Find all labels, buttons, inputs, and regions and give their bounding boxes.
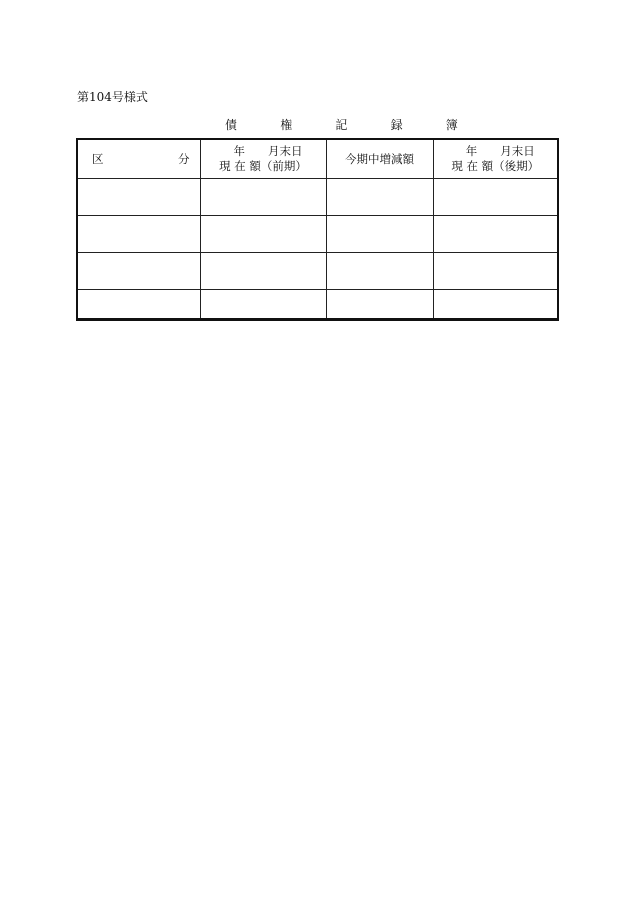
table-row bbox=[77, 215, 558, 252]
table-cell bbox=[200, 178, 326, 215]
header-period-change: 今期中増減額 bbox=[326, 139, 433, 178]
table-cell bbox=[200, 252, 326, 289]
table-cell bbox=[77, 178, 200, 215]
table-cell bbox=[326, 252, 433, 289]
table-cell bbox=[77, 252, 200, 289]
table-cell bbox=[77, 289, 200, 319]
table-cell bbox=[433, 289, 558, 319]
table-cell bbox=[200, 215, 326, 252]
header-next-label: 現 在 額（後期） bbox=[451, 158, 540, 173]
header-previous-balance bbox=[200, 139, 326, 178]
header-category-right: 分 bbox=[178, 151, 190, 166]
document-title: 債 権 記 録 簿 bbox=[225, 118, 474, 132]
header-next-date: 年 月末日 bbox=[465, 143, 535, 158]
receivables-ledger-table bbox=[76, 138, 559, 321]
table-cell bbox=[433, 178, 558, 215]
table-row bbox=[77, 178, 558, 215]
header-next-balance bbox=[433, 139, 558, 178]
table-cell bbox=[200, 289, 326, 319]
table-cell bbox=[326, 178, 433, 215]
table-cell bbox=[326, 289, 433, 319]
table-row bbox=[77, 289, 558, 319]
header-previous-label: 現 在 額（前期） bbox=[219, 158, 307, 173]
header-category-left: 区 bbox=[92, 151, 104, 166]
table-cell bbox=[77, 215, 200, 252]
header-row bbox=[77, 139, 558, 178]
header-previous-date: 年 月末日 bbox=[233, 143, 303, 158]
table-cell bbox=[433, 215, 558, 252]
table-row bbox=[77, 252, 558, 289]
header-category bbox=[77, 139, 200, 178]
form-number: 第104号様式 bbox=[77, 90, 148, 104]
table-cell bbox=[326, 215, 433, 252]
table-cell bbox=[433, 252, 558, 289]
